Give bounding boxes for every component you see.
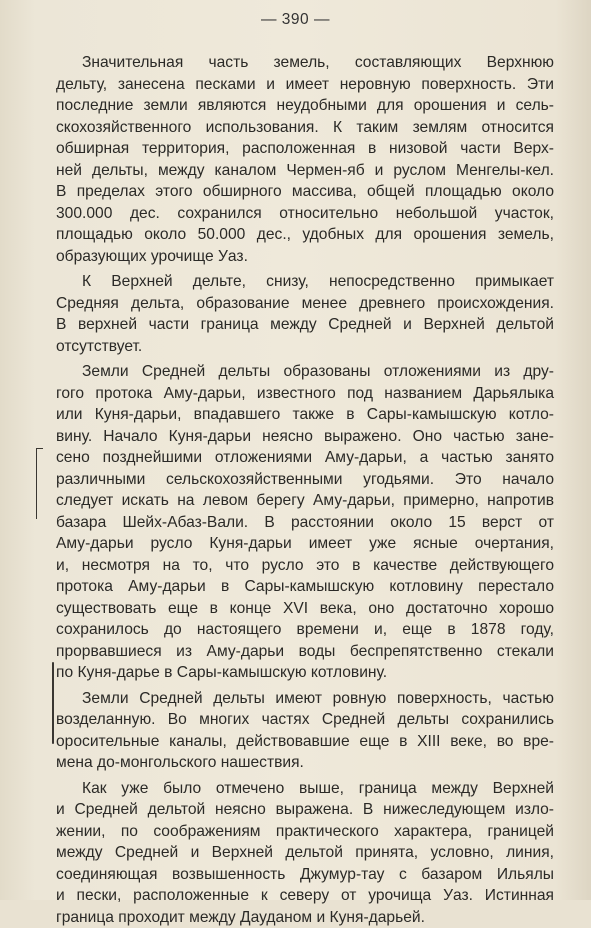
text-line: и пески, расположенные к северу от урочища Уаз. Истинная <box>56 885 554 907</box>
text-line: сено позднейшими отложениями Аму-дарьи, а частью занято <box>56 447 554 469</box>
text-line: возделанную. Во многих частях Средней дельты сохранились <box>56 709 554 731</box>
margin-pencil-mark <box>52 662 54 744</box>
text-line: Средняя дельта, образование менее древнего происхождения. <box>56 293 554 315</box>
text-line: соединяющая возвышенность Джумур-тау с базаром Ильялы <box>56 864 554 886</box>
text-line: прорвавшиеся из Аму-дарьи воды беспрепятственно стекали <box>56 641 554 663</box>
text-line: образующих урочище Уаз. <box>56 246 554 268</box>
text-line: базара Шейх-Абаз-Вали. В расстоянии около 15 верст от <box>56 512 554 534</box>
paragraph <box>56 271 554 357</box>
text-line: 300.000 дес. сохранился относительно небольшой участок, <box>56 203 554 225</box>
text-line: Земли Средней дельты образованы отложениями из дру- <box>56 361 554 383</box>
page-number: — 390 — <box>0 11 591 29</box>
text-line: В пределах этого обширного массива, общей площадью около <box>56 181 554 203</box>
paragraph <box>56 361 554 684</box>
text-line: существовать еще в конце XVI века, оно достаточно хорошо <box>56 598 554 620</box>
text-line: Как уже было отмечено выше, граница между Верхней <box>56 778 554 800</box>
text-line: протока Аму-дарьи в Сары-камышскую котловину перестало <box>56 576 554 598</box>
text-line: Земли Средней дельты имеют ровную поверхность, частью <box>56 688 554 710</box>
text-line: сохранилось до настоящего времени и, еще в 1878 году, <box>56 619 554 641</box>
text-line: вину. Начало Куня-дарьи неясно выражено. Оно частью зане- <box>56 426 554 448</box>
paragraph <box>56 52 554 267</box>
text-line: ней дельты, между каналом Чермен-яб и руслом Менгелы-кел. <box>56 160 554 182</box>
text-line: оросительные каналы, действовавшие еще в XIII веке, во вре- <box>56 731 554 753</box>
text-line: следует искать на левом берегу Аму-дарьи, примерно, напротив <box>56 490 554 512</box>
text-line: последние земли являются неудобными для орошения и сель- <box>56 95 554 117</box>
text-line: К Верхней дельте, снизу, непосредственно примыкает <box>56 271 554 293</box>
margin-pencil-mark <box>36 448 43 519</box>
text-line: и, несмотря на то, что русло это в качестве действующего <box>56 555 554 577</box>
text-line: Значительная часть земель, составляющих Верхнюю <box>56 52 554 74</box>
text-line: по Куня-дарье в Сары-камышскую котловину. <box>56 662 554 684</box>
text-line: площадью около 50.000 дес., удобных для орошения земель, <box>56 224 554 246</box>
paragraph <box>56 688 554 774</box>
text-line: или Куня-дарьи, впадавшего также в Сары-камышскую котло- <box>56 404 554 426</box>
text-line: мена до-монгольского нашествия. <box>56 752 554 774</box>
text-line: и Средней дельтой неясно выражена. В нижеследующем изло- <box>56 799 554 821</box>
paragraph <box>56 778 554 928</box>
text-line: гого протока Аму-дарьи, известного под названием Дарьялыка <box>56 383 554 405</box>
body-text <box>56 52 554 928</box>
text-line: отсутствует. <box>56 336 554 358</box>
text-line: жении, по соображениям практического характера, границей <box>56 821 554 843</box>
text-line: В верхней части граница между Средней и Верхней дельтой <box>56 314 554 336</box>
text-line: обширная территория, расположенная в низовой части Верх- <box>56 138 554 160</box>
text-line: различными сельскохозяйственными угодьями. Это начало <box>56 469 554 491</box>
text-line: между Средней и Верхней дельтой принята, условно, линия, <box>56 842 554 864</box>
text-line: дельту, занесена песками и имеет неровную поверхность. Эти <box>56 74 554 96</box>
text-line: граница проходит между Дауданом и Куня-дарьей. <box>56 907 554 928</box>
text-line: Аму-дарьи русло Куня-дарьи имеет уже ясные очертания, <box>56 533 554 555</box>
text-line: скохозяйственного использования. К таким землям относится <box>56 117 554 139</box>
